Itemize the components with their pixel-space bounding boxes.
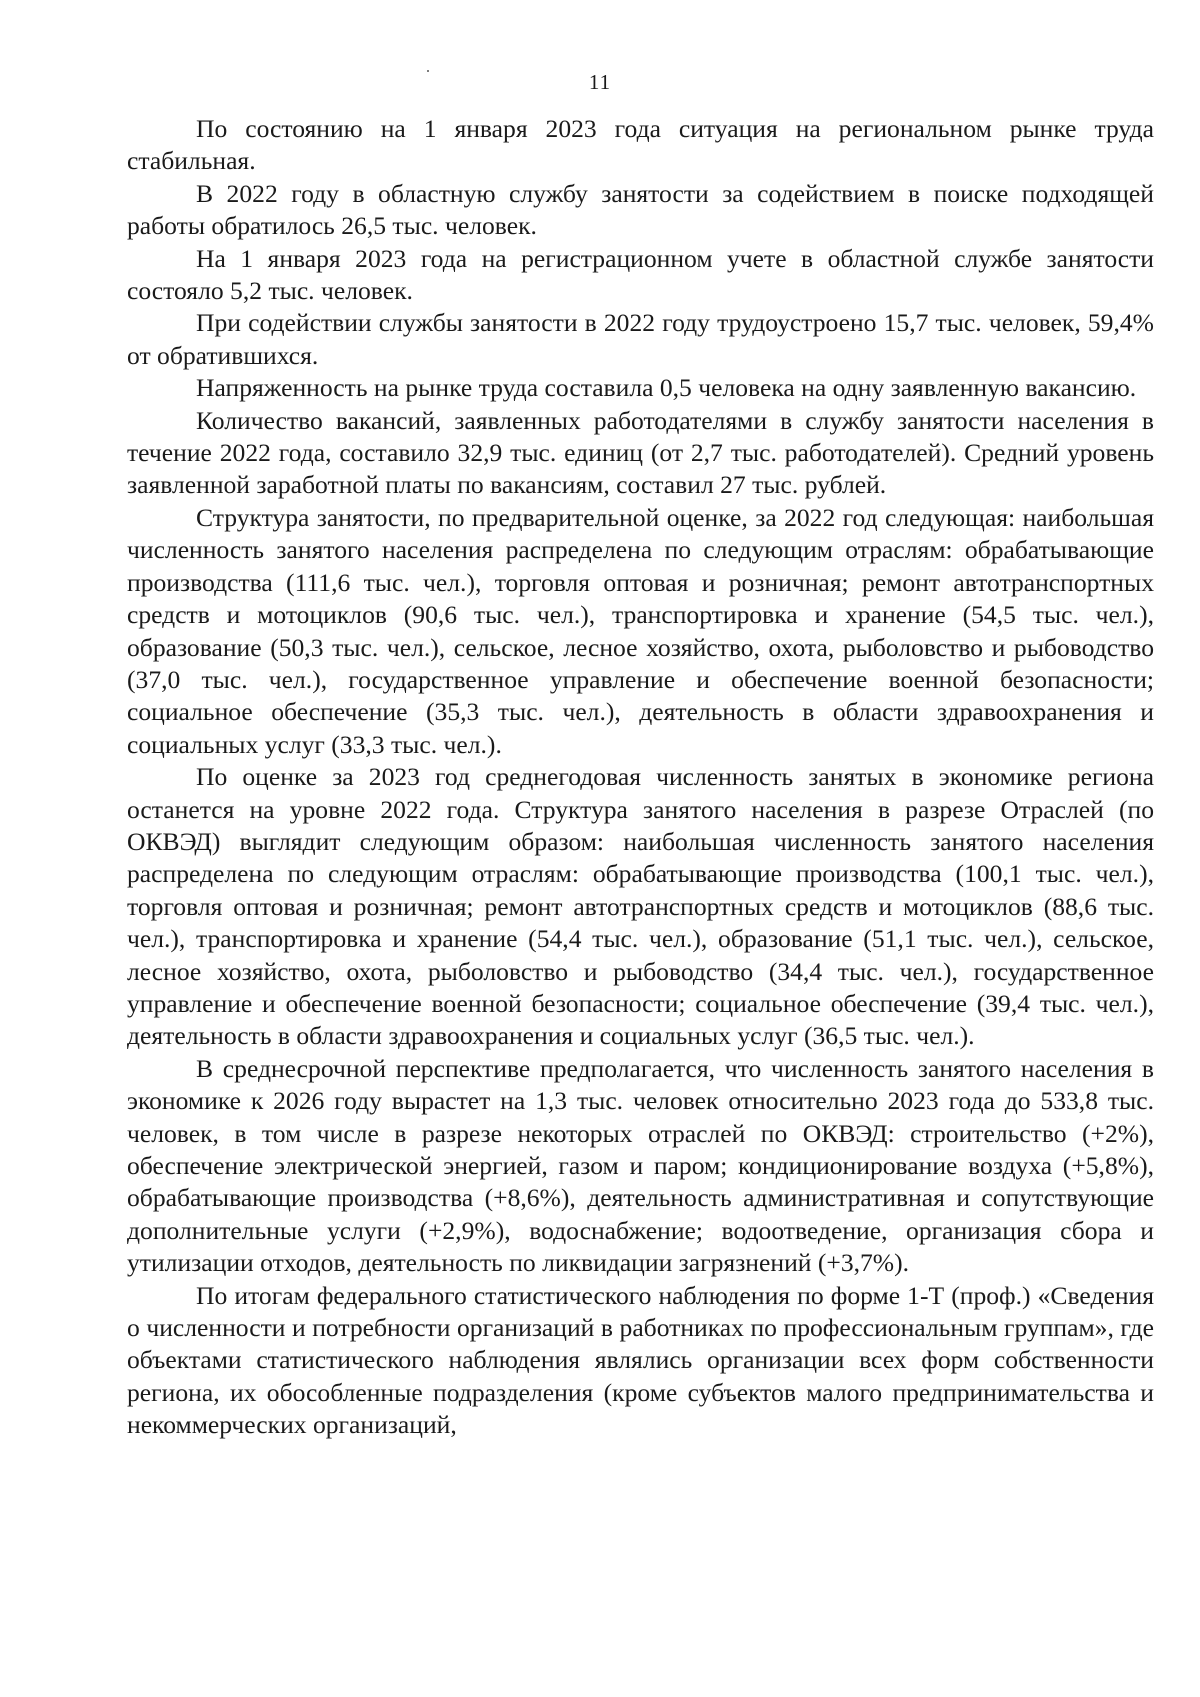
paragraph-job-placements: При содействии службы занятости в 2022 году трудоустроено 15,7 тыс. человек, 59,4% от обратившихся. <box>127 308 1154 370</box>
paragraph-statistical-observation: По итогам федерального статистического наблюдения по форме 1-Т (проф.) «Сведения о численности и потребности организаций в работниках по профессиональным группам», где объектами статистического наблюдения являлись организации всех форм собственности региона, их обособленные подразделения (кроме субъектов малого предпринимательства и некоммерческих организаций, <box>127 1280 1154 1440</box>
paragraph-medium-term-outlook: В среднесрочной перспективе предполагается, что численность занятого населения в экономике к 2026 году вырастет на 1,3 тыс. человек относительно 2023 года до 533,8 тыс. человек, в том числе в разрезе некоторых отраслей по ОКВЭД: строительство (+2%), обеспечение электрической энергией, газом и паром; кондиционирование воздуха (+5,8%), обрабатывающие производства (+8,6%), деятельность административная и сопутствующие дополнительные услуги (+2,9%), водоснабжение; водоотведение, организация сбора и утилизации отходов, деятельность по ликвидации загрязнений (+3,7%). <box>127 1053 1154 1278</box>
paragraph-labor-market-tension: Напряженность на рынке труда составила 0,5 человека на одну заявленную вакансию. <box>196 373 1137 403</box>
page-number: 11 <box>588 70 612 94</box>
paragraph-employment-estimate-2023: По оценке за 2023 год среднегодовая численность занятых в экономике региона останется на уровне 2022 года. Структура занятого населения в разрезе Отраслей (по ОКВЭД) выглядит следующим образом: наибольшая численность занятого населения распределена по следующим отраслям: обрабатывающие производства (100,1 тыс. чел.), торговля оптовая и розничная; ремонт автотранспортных средств и мотоциклов (88,6 тыс. чел.), транспортировка и хранение (54,4 тыс. чел.), образование (51,1 тыс. чел.), сельское, лесное хозяйство, охота, рыболовство и рыбоводство (34,4 тыс. чел.), государственное управление и обеспечение военной безопасности; социальное обеспечение (39,4 тыс. чел.), деятельность в области здравоохранения и социальных услуг (36,5 тыс. чел.). <box>127 762 1154 1051</box>
paragraph-employment-structure-2022: Структура занятости, по предварительной оценке, за 2022 год следующая: наибольшая численность занятого населения распределена по следующим отраслям: обрабатывающие производства (111,6 тыс. чел.), торговля оптовая и розничная; ремонт автотранспортных средств и мотоциклов (90,6 тыс. чел.), транспортировка и хранение (54,5 тыс. чел.), образование (50,3 тыс. чел.), сельское, лесное хозяйство, охота, рыболовство и рыбоводство (37,0 тыс. чел.), государственное управление и обеспечение военной безопасности; социальное обеспечение (35,3 тыс. чел.), деятельность в области здравоохранения и социальных услуг (33,3 тыс. чел.). <box>127 502 1154 759</box>
paragraph-labor-market-situation: По состоянию на 1 января 2023 года ситуация на региональном рынке труда стабильная. <box>127 114 1154 176</box>
document-body <box>127 113 1154 1442</box>
paragraph-registered-unemployed: На 1 января 2023 года на регистрационном учете в областной службе занятости состояло 5,2 тыс. человек. <box>127 243 1154 306</box>
paragraph-employment-service-applications: В 2022 году в областную службу занятости за содействием в поиске подходящей работы обратилось 26,5 тыс. человек. <box>127 178 1154 241</box>
paragraph-vacancies: Количество вакансий, заявленных работодателями в службу занятости населения в течение 2022 года, составило 32,9 тыс. единиц (от 2,7 тыс. работодателей). Средний уровень заявленной заработной платы по вакансиям, составил 27 тыс. рублей. <box>127 405 1154 500</box>
